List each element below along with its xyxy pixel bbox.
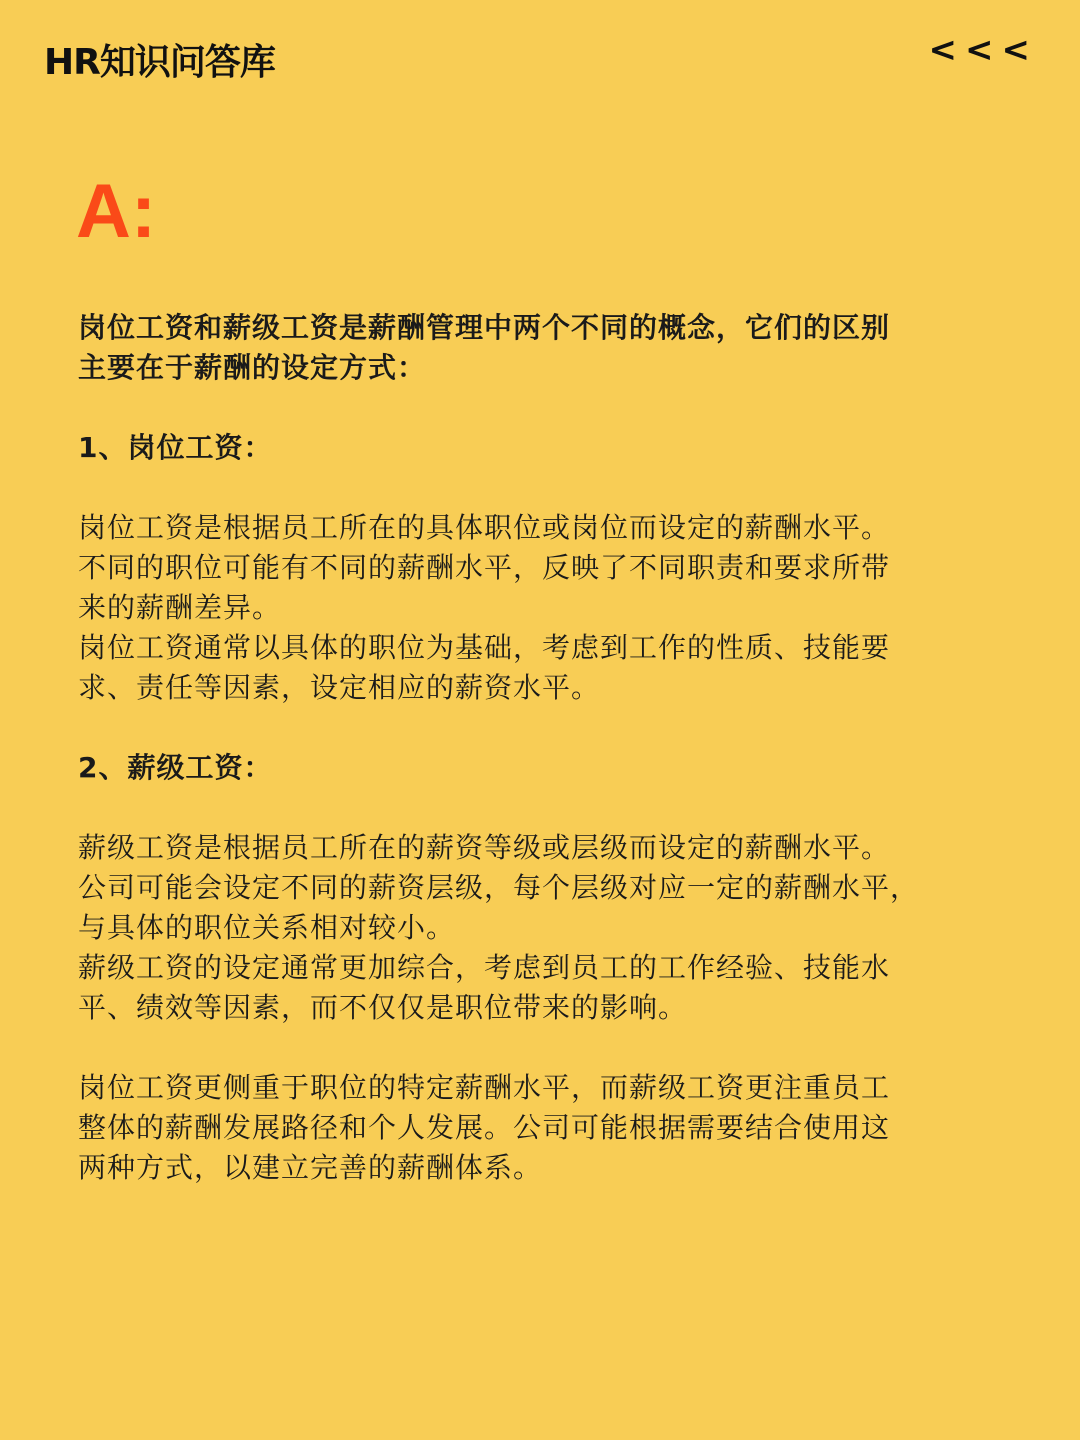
section-2-line: 薪级工资的设定通常更加综合，考虑到员工的工作经验、技能水 bbox=[78, 951, 891, 984]
back-arrows-icon[interactable]: <<< bbox=[928, 30, 1038, 70]
intro-line-1: 岗位工资和薪级工资是薪酬管理中两个不同的概念，它们的区别 bbox=[78, 311, 891, 344]
spacer bbox=[78, 468, 1018, 508]
answer-content bbox=[78, 308, 1018, 1188]
intro-line-2: 主要在于薪酬的设定方式： bbox=[78, 351, 427, 384]
section-1-heading: 1、岗位工资： bbox=[78, 431, 273, 464]
spacer bbox=[78, 708, 1018, 748]
section-2-line: 公司可能会设定不同的薪资层级，每个层级对应一定的薪酬水平， bbox=[78, 871, 920, 904]
spacer bbox=[78, 1028, 1018, 1068]
conclusion-line: 两种方式，以建立完善的薪酬体系。 bbox=[78, 1151, 543, 1184]
section-1-line: 求、责任等因素，设定相应的薪资水平。 bbox=[78, 671, 601, 704]
section-1-line: 岗位工资通常以具体的职位为基础，考虑到工作的性质、技能要 bbox=[78, 631, 891, 664]
section-2-line: 薪级工资是根据员工所在的薪资等级或层级而设定的薪酬水平。 bbox=[78, 831, 891, 864]
section-2-line: 与具体的职位关系相对较小。 bbox=[78, 911, 456, 944]
spacer bbox=[78, 388, 1018, 428]
section-2-heading: 2、薪级工资： bbox=[78, 751, 273, 784]
spacer bbox=[78, 788, 1018, 828]
section-2-line: 平、绩效等因素，而不仅仅是职位带来的影响。 bbox=[78, 991, 688, 1024]
section-1-line: 来的薪酬差异。 bbox=[78, 591, 282, 624]
answer-label: A: bbox=[76, 169, 157, 254]
page-title: HR知识问答库 bbox=[44, 42, 275, 83]
section-1-line: 岗位工资是根据员工所在的具体职位或岗位而设定的薪酬水平。 bbox=[78, 511, 891, 544]
section-1-line: 不同的职位可能有不同的薪酬水平，反映了不同职责和要求所带 bbox=[78, 551, 891, 584]
conclusion-line: 岗位工资更侧重于职位的特定薪酬水平，而薪级工资更注重员工 bbox=[78, 1071, 891, 1104]
conclusion-line: 整体的薪酬发展路径和个人发展。公司可能根据需要结合使用这 bbox=[78, 1111, 891, 1144]
